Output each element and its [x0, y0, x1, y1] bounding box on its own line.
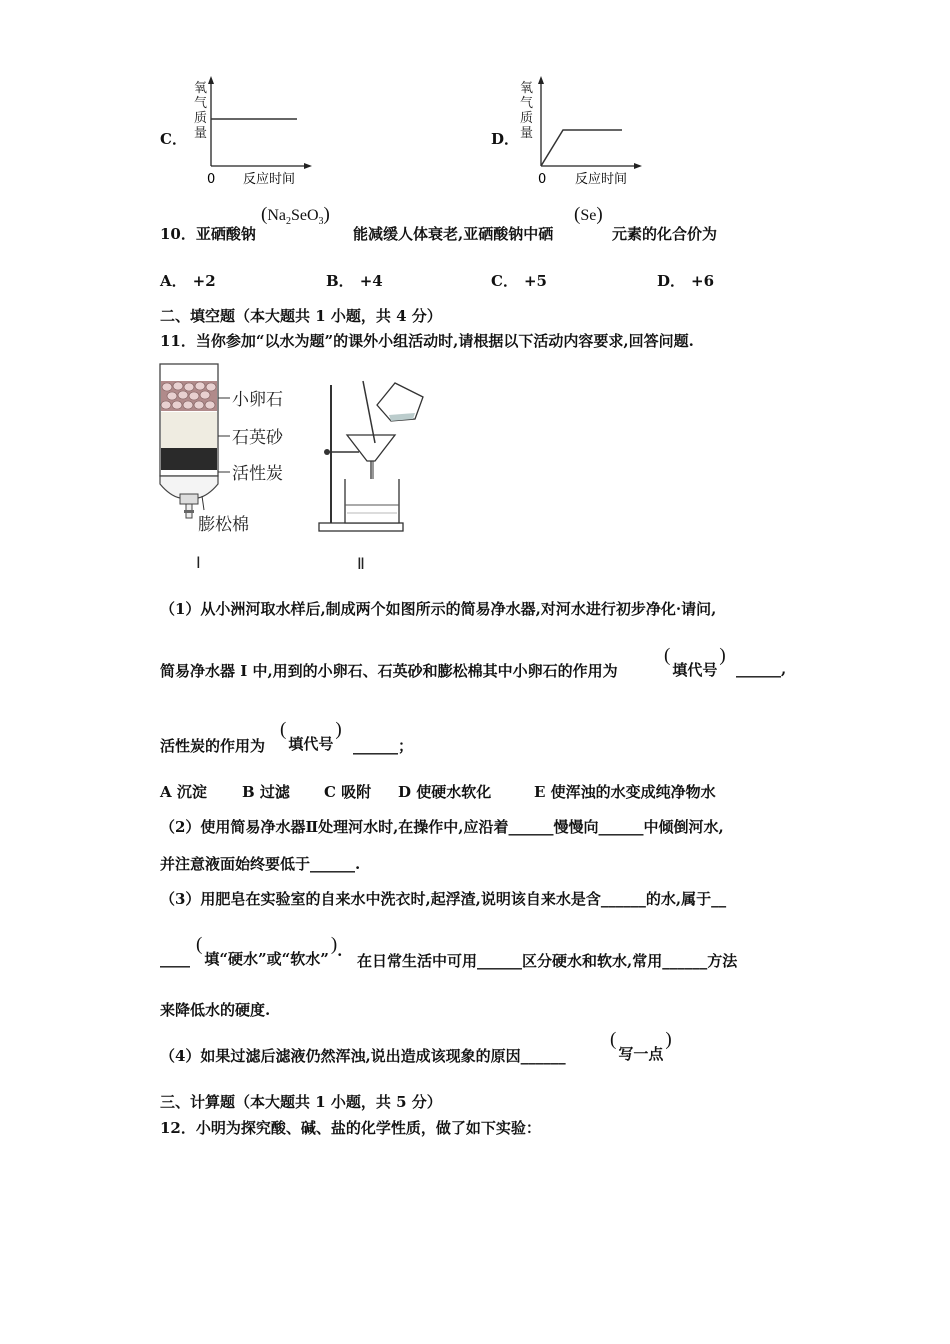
figure-purifier-1: [150, 360, 310, 575]
q10-symbol: (Se): [574, 204, 603, 225]
q10-number: 10．: [160, 225, 196, 243]
graph-option-c: [180, 72, 320, 192]
quartz-sand: [161, 412, 217, 448]
figure-label-2: Ⅱ: [357, 554, 365, 573]
y-label-c-4: 量: [194, 126, 208, 141]
q11-p3-line3: 来降低水的硬度.: [160, 1001, 271, 1019]
layer-sand-label: 石英砂: [232, 428, 283, 448]
layer-cotton-label: 膨松棉: [198, 515, 249, 535]
y-label-c-1: 氧: [194, 81, 208, 96]
q11-p1-line3: 活性炭的作用为: [160, 737, 266, 755]
y-label-c-2: 气: [194, 96, 208, 111]
x-arrow-c: [304, 163, 312, 169]
q11-p2-line2: 并注意液面始终要低于______.: [160, 855, 361, 873]
formula-seo-sub: 3: [318, 216, 324, 228]
q10-choice-d: D． +6: [657, 272, 715, 290]
q11-p3-fill-hint: (填“硬水”或“软水”).: [196, 934, 343, 968]
q11-choice-b: B 过滤: [242, 783, 290, 801]
q11-p1-line2: 简易净水器 I 中,用到的小卵石、石英砂和膨松棉其中小卵石的作用为: [160, 662, 618, 680]
y-label-d-2: 气: [520, 96, 534, 111]
option-c-label: C．: [160, 130, 187, 148]
figure-label-1: Ⅰ: [196, 553, 201, 572]
q11-p4: （4）如果过滤后滤液仍然浑浊,说出造成该现象的原因______: [160, 1047, 566, 1065]
q11-choice-d: D 使硬水软化: [398, 783, 492, 801]
y-label-d-3: 质: [520, 111, 534, 126]
q11-p1-line1: （1）从小洲河取水样后,制成两个如图所示的简易净水器,对河水进行初步净化·请问,: [160, 600, 717, 618]
q10-text-c: 元素的化合价为: [612, 225, 718, 243]
q11-choice-a: A 沉淀: [160, 783, 207, 801]
formula-na: Na: [267, 207, 286, 224]
figure-filtration-2: [315, 375, 435, 575]
x-label-d: 反应时间: [575, 172, 628, 187]
y-label-c-3: 质: [194, 111, 208, 126]
q11-blank-1[interactable]: ______,: [736, 660, 787, 678]
y-label-d-1: 氧: [520, 81, 534, 96]
y-arrow-d: [538, 76, 544, 84]
option-d-label: D．: [491, 130, 520, 148]
x-label-c: 反应时间: [243, 172, 296, 187]
q11-p3-line2-start[interactable]: ____: [160, 950, 190, 968]
q11-p3-line2-end: 在日常生活中可用______区分硬水和软水,常用______方法: [357, 952, 738, 970]
q12-stem: 12．小明为探究酸、碱、盐的化学性质，做了如下实验：: [160, 1119, 541, 1137]
x-arrow-d: [634, 163, 642, 169]
q10-stem: [160, 223, 256, 244]
q11-choice-c: C 吸附: [324, 783, 372, 801]
q11-stem: 11．当你参加“以水为题”的课外小组活动时,请根据以下活动内容要求,回答问题.: [160, 332, 694, 350]
q11-p3-line1: （3）用肥皂在实验室的自来水中洗衣时,起浮渣,说明该自来水是含______的水,属于__: [160, 890, 727, 908]
y-arrow-c: [208, 76, 214, 84]
activated-carbon: [161, 448, 217, 470]
q11-fill-code-1: (填代号): [664, 645, 726, 679]
section3-title: 三、计算题（本大题共 1 小题，共 5 分）: [160, 1093, 442, 1111]
q10-text-b: 能减缓人体衰老,亚硒酸钠中硒: [353, 225, 554, 243]
q11-p4-fill-hint: (写一点): [610, 1029, 672, 1063]
oxygen-line-d: [541, 130, 622, 166]
origin-d: 0: [538, 172, 547, 187]
q11-fill-code-2: (填代号): [280, 719, 342, 753]
q10-choice-b: B． +4: [326, 272, 383, 290]
q10-formula: $(Na_2SeO_3)$: [261, 204, 330, 228]
formula-na-sub: 2: [285, 216, 291, 228]
formula-seo: SeO: [290, 207, 319, 224]
q11-blank-2[interactable]: ______；: [353, 737, 414, 755]
q11-choice-e: E 使浑浊的水变成纯净物水: [534, 783, 716, 801]
q10-text-a: 亚硒酸钠: [195, 225, 256, 243]
section2-title: 二、填空题（本大题共 1 小题，共 4 分）: [160, 307, 442, 325]
layer-carbon-label: 活性炭: [232, 464, 283, 484]
symbol-se: Se: [580, 207, 597, 224]
q10-choice-c: C． +5: [491, 272, 547, 290]
q11-p2-line1: （2）使用简易净水器Ⅱ处理河水时,在操作中,应沿着______慢慢向______中倾倒河水,: [160, 818, 724, 836]
graph-option-d: [512, 72, 652, 192]
q10-choice-a: A． +2: [160, 272, 216, 290]
y-label-d-4: 量: [520, 126, 534, 141]
origin-c: 0: [207, 172, 216, 187]
layer-pebble-label: 小卵石: [232, 390, 283, 410]
